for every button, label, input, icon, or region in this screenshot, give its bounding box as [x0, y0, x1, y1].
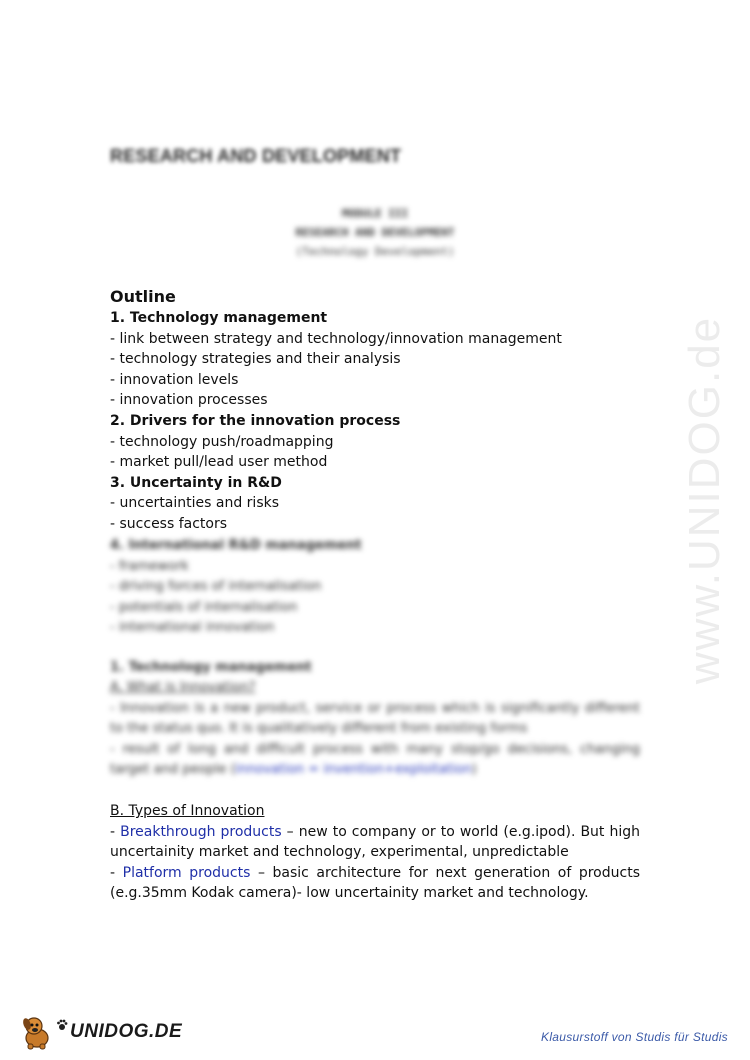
footer-tagline: Klausurstoff von Studis für Studis	[541, 1030, 728, 1044]
dog-mascot-icon	[20, 1014, 54, 1050]
term-platform: Platform products	[122, 864, 251, 881]
paragraph-text: )	[471, 762, 477, 778]
paragraph: - Innovation is a new product, service or process which is significantly different to the status quo. It is qualitatively different from existing forms	[110, 700, 640, 737]
outline-item: - potentials of internalisation	[110, 599, 298, 615]
paragraph-text: – new to company or to world (e.g.ipod). But high uncertainity market and technology, experimental, unpredictable	[110, 823, 640, 861]
bullet: -	[110, 864, 123, 881]
bullet: -	[110, 823, 121, 840]
module-subtitle: (Technology Development)	[295, 245, 455, 258]
module-number: MODULE III	[341, 207, 409, 220]
outline-heading: Outline	[110, 287, 176, 306]
outline-item: - innovation levels	[110, 371, 239, 388]
outline-section-1: 1. Technology management	[110, 310, 328, 326]
outline-item: - driving forces of internalisation	[110, 579, 322, 595]
outline-section-4: 4. International R&D management	[110, 538, 362, 553]
paragraph	[110, 740, 640, 781]
subsection-heading: A. What is Innovation?	[110, 680, 256, 696]
outline-item: - success factors	[110, 515, 228, 532]
outline-item: - framework	[110, 558, 189, 574]
watermark-text: www.UNIDOG.de	[680, 315, 729, 685]
paragraph-text: – basic architecture for next generation of products (e.g.35mm Kodak camera)- low uncertainity market and technology.	[110, 864, 640, 902]
unidog-logo[interactable]	[20, 1012, 182, 1052]
subsection-heading: B. Types of Innovation	[110, 803, 265, 819]
module-header	[240, 204, 510, 261]
outline-section-3: 3. Uncertainty in R&D	[110, 474, 282, 491]
paw-icon	[56, 1019, 68, 1031]
types-of-innovation-section	[110, 801, 640, 904]
outline-item: - innovation processes	[110, 392, 268, 409]
term-breakthrough: Breakthrough products	[120, 823, 282, 840]
outline-section-2: 2. Drivers for the innovation process	[110, 412, 401, 429]
logo-text: UNIDOG.DE	[70, 1021, 183, 1042]
outline-section-4-blurred	[110, 536, 650, 639]
outline-item: - technology push/roadmapping	[110, 433, 334, 450]
outline-item: - link between strategy and technology/innovation management	[110, 330, 562, 347]
outline-item: - international innovation	[110, 620, 275, 636]
outline-item: - market pull/lead user method	[110, 454, 328, 471]
document-title: RESEARCH AND DEVELOPMENT	[110, 146, 402, 166]
section-heading: 1. Technology management	[110, 660, 312, 675]
highlight-term: innovation = invention+exploitation	[235, 762, 472, 778]
paragraph	[110, 863, 640, 904]
paragraph	[110, 822, 640, 863]
outline-item: - uncertainties and risks	[110, 495, 280, 512]
paragraph-text: - result of long and difficult process with many stop/go decisions, changing target and people (	[110, 741, 640, 778]
technology-management-section	[110, 658, 640, 780]
outline-section	[110, 286, 650, 535]
module-name: RESEARCH AND DEVELOPMENT	[295, 226, 455, 239]
outline-item: - technology strategies and their analysis	[110, 351, 401, 368]
